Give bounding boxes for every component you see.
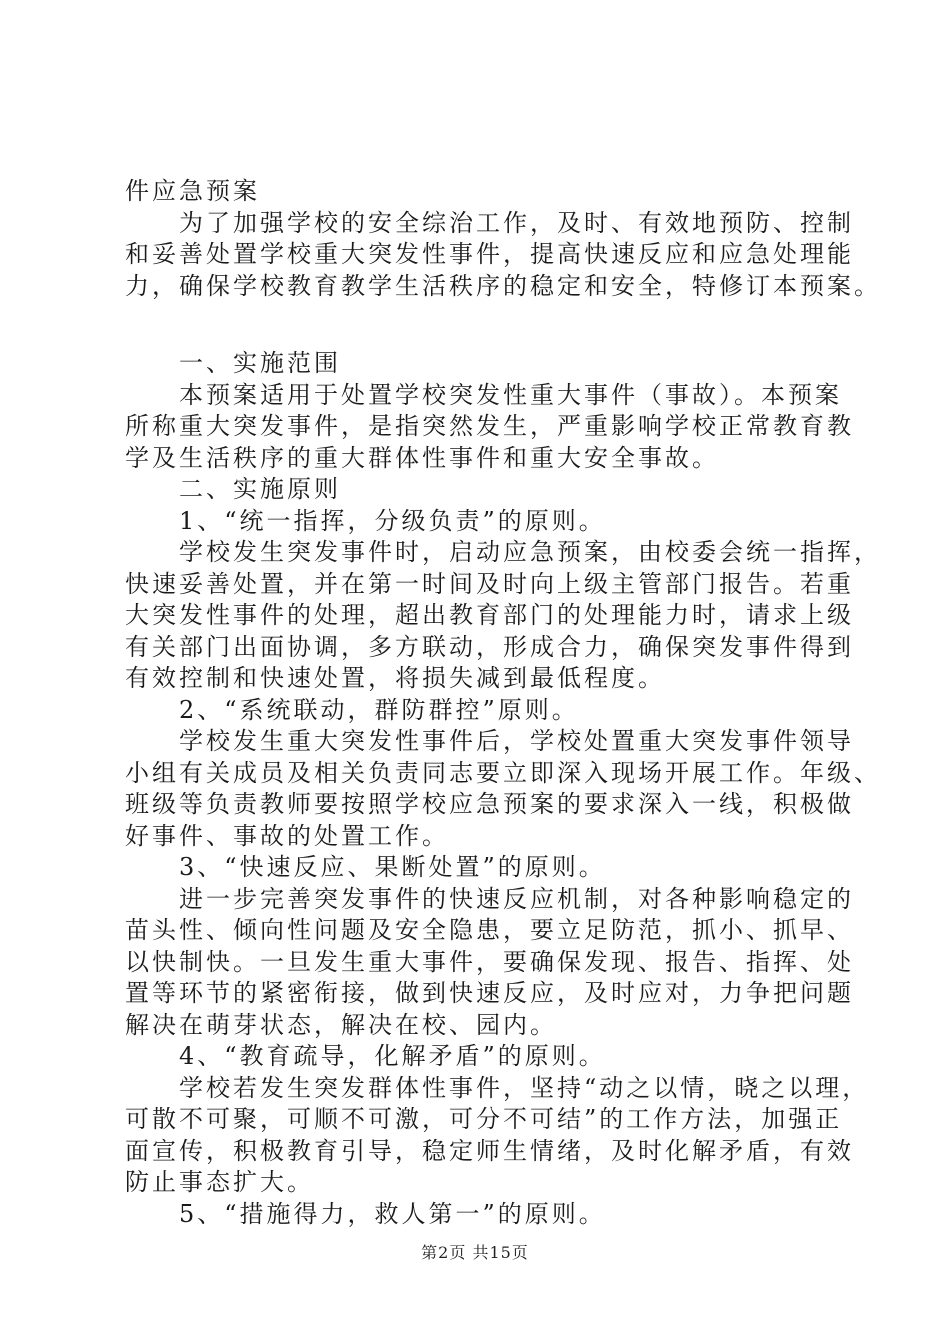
text-line: 学及生活秩序的重大群体性事件和重大安全事故。 — [125, 443, 719, 472]
text-line: 所称重大突发事件，是指突然发生，严重影响学校正常教育教 — [125, 412, 854, 440]
page-footer — [0, 1240, 950, 1263]
text-line: 有关部门出面协调，多方联动，形成合力，确保突发事件得到 — [125, 632, 854, 661]
text-line: 进一步完善突发事件的快速反应机制，对各种影响稳定的 — [179, 884, 854, 913]
text-line: 5、“措施得力，救人第一”的原则。 — [179, 1199, 606, 1228]
text-line: 防止事态扩大。 — [125, 1168, 314, 1196]
text-line: 一、实施范围 — [179, 349, 341, 377]
text-line: 学校发生重大突发性事件后，学校处置重大突发事件领导 — [179, 727, 854, 755]
text-line: 班级等负责教师要按照学校应急预案的要求深入一线，积极做 — [125, 790, 854, 818]
text-line: 为了加强学校的安全综治工作，及时、有效地预防、控制 — [179, 208, 854, 237]
page-number: 第2页 共15页 — [421, 1243, 529, 1262]
text-line: 有效控制和快速处置，将损失减到最低程度。 — [125, 664, 665, 692]
text-line: 3、“快速反应、果断处置”的原则。 — [179, 853, 606, 881]
text-line: 面宣传，积极教育引导，稳定师生情绪，及时化解矛盾，有效 — [125, 1136, 854, 1165]
text-line: 快速妥善处置，并在第一时间及时向上级主管部门报告。若重 — [125, 569, 854, 598]
text-line: 以快制快。一旦发生重大事件，要确保发现、报告、指挥、处 — [125, 947, 854, 976]
paragraph-gap — [125, 302, 845, 348]
text-line: 本预案适用于处置学校突发性重大事件（事故）。本预案 — [179, 380, 842, 409]
text-line: 件应急预案 — [125, 177, 260, 205]
text-line: 学校若发生突发群体性事件，坚持“动之以情，晓之以理， — [179, 1073, 870, 1102]
text-line: 苗头性、倾向性问题及安全隐患，要立足防范，抓小、抓早、 — [125, 916, 854, 944]
text-line: 和妥善处置学校重大突发性事件，提高快速反应和应急处理能 — [125, 240, 854, 268]
text-line: 力，确保学校教育教学生活秩序的稳定和安全，特修订本预案。 — [125, 271, 881, 300]
text-line: 2、“系统联动，群防群控”原则。 — [179, 695, 579, 724]
document-body — [125, 176, 881, 1230]
text-line: 1、“统一指挥，分级负责”的原则。 — [179, 506, 606, 535]
text-line: 大突发性事件的处理，超出教育部门的处理能力时，请求上级 — [125, 601, 854, 629]
text-line: 好事件、事故的处置工作。 — [125, 821, 449, 850]
text-line: 小组有关成员及相关负责同志要立即深入现场开展工作。年级、 — [125, 758, 881, 787]
text-line: 学校发生突发事件时，启动应急预案，由校委会统一指挥， — [179, 538, 881, 566]
text-line: 二、实施原则 — [179, 475, 341, 503]
text-line: 4、“教育疏导，化解矛盾”的原则。 — [179, 1042, 606, 1070]
text-line: 可散不可聚，可顺不可激，可分不可结”的工作方法，加强正 — [125, 1105, 843, 1133]
text-line: 解决在萌芽状态，解决在校、园内。 — [125, 1010, 557, 1039]
text-line: 置等环节的紧密衔接，做到快速反应，及时应对，力争把问题 — [125, 979, 854, 1007]
